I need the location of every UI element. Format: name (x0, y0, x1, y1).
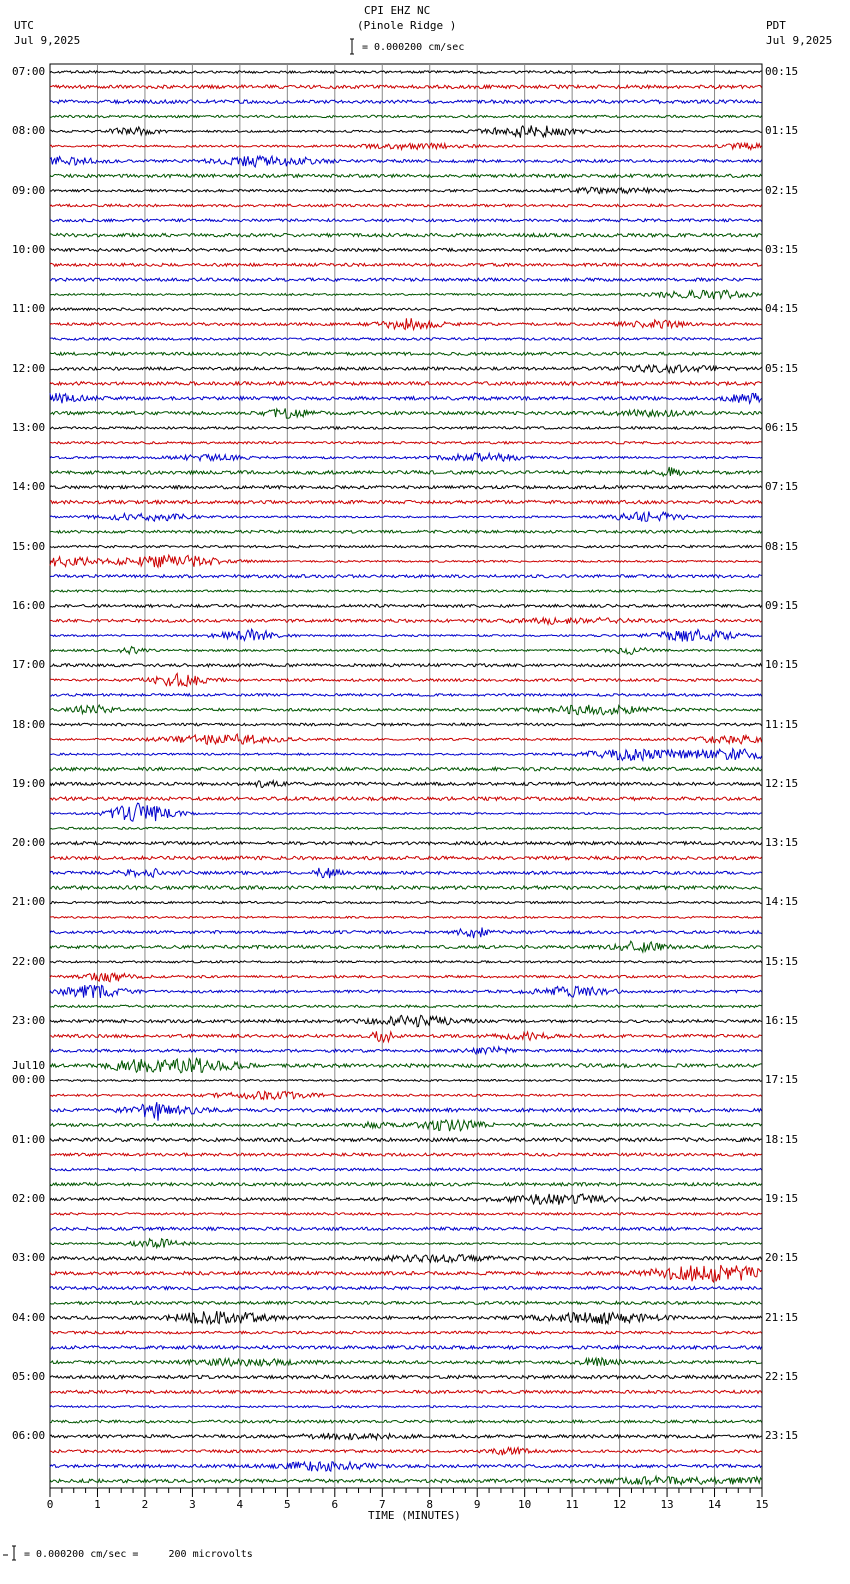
footer-scale-text: = 0.000200 cm/sec = 200 microvolts (24, 1549, 253, 1560)
seismic-trace (50, 1331, 762, 1334)
utc-hour-label: 14:00 (12, 480, 46, 494)
pdt-hour-label: 09:15 (765, 598, 799, 612)
seismic-trace (50, 1213, 762, 1215)
seismic-trace (50, 365, 762, 373)
seismic-trace (50, 1287, 762, 1290)
seismic-trace (50, 1433, 762, 1440)
pdt-hour-label: 05:15 (765, 361, 799, 375)
x-tick-label: 13 (660, 1498, 674, 1511)
utc-hour-label: 04:00 (12, 1310, 46, 1324)
seismic-traces (50, 71, 762, 1485)
pdt-hour-label: 12:15 (765, 776, 799, 790)
seismic-trace (50, 961, 762, 963)
seismic-trace (50, 1265, 762, 1282)
seismic-trace (50, 248, 762, 251)
seismic-trace (50, 901, 762, 903)
utc-hour-label: 06:00 (12, 1429, 46, 1443)
seismic-trace (50, 500, 762, 504)
seismic-trace (50, 467, 762, 476)
seismic-trace (50, 263, 762, 266)
seismic-trace (50, 1227, 762, 1230)
seismic-trace (50, 427, 762, 430)
utc-hour-label: 09:00 (12, 183, 46, 197)
pdt-hour-label: 14:15 (765, 895, 799, 909)
seismic-trace (50, 618, 762, 625)
seismic-trace (50, 797, 762, 801)
x-tick-label: 0 (46, 1498, 54, 1511)
seismic-trace (50, 1346, 762, 1349)
utc-hour-label: 03:00 (12, 1251, 46, 1265)
seismic-trace (50, 928, 762, 939)
pdt-hour-label: 17:15 (765, 1073, 799, 1087)
x-tick-label: 3 (189, 1498, 196, 1511)
pdt-hour-label: 04:15 (765, 302, 799, 316)
utc-hour-label: 02:00 (12, 1192, 46, 1206)
seismic-trace (50, 290, 762, 299)
seismic-trace (50, 85, 762, 89)
seismic-trace (50, 575, 762, 578)
seismic-trace (50, 734, 762, 744)
seismic-trace (50, 1091, 762, 1099)
seismic-trace (50, 973, 762, 982)
x-tick-label: 10 (518, 1498, 532, 1511)
seismic-trace (50, 382, 762, 386)
pdt-hour-label: 16:15 (765, 1014, 799, 1028)
x-axis-label: TIME (MINUTES) (368, 1509, 461, 1522)
utc-hour-label: 05:00 (12, 1370, 46, 1384)
pdt-hour-label: 20:15 (765, 1251, 799, 1265)
seismic-trace (50, 868, 762, 878)
seismic-trace (50, 1420, 762, 1423)
seismic-trace (50, 1120, 762, 1131)
seismic-trace (50, 856, 762, 859)
seismic-trace (50, 393, 762, 403)
seismic-trace (50, 1476, 762, 1484)
x-tick-label: 4 (236, 1498, 244, 1511)
seismic-trace (50, 545, 762, 547)
seismic-trace (50, 71, 762, 74)
pdt-hour-label: 02:15 (765, 183, 799, 197)
seismic-trace (50, 647, 762, 655)
pdt-hour-label: 01:15 (765, 124, 799, 138)
left-timezone: UTC (14, 19, 34, 32)
utc-hour-label: 15:00 (12, 539, 46, 553)
pdt-hour-label: 22:15 (765, 1370, 799, 1384)
x-tick-label: 15 (755, 1498, 769, 1511)
utc-hour-label: 21:00 (12, 895, 46, 909)
seismic-trace (50, 827, 762, 829)
utc-hour-label: 20:00 (12, 836, 46, 850)
utc-hour-label: 18:00 (12, 717, 46, 731)
pdt-hour-label: 15:15 (765, 954, 799, 968)
utc-hour-label: 07:00 (12, 65, 46, 78)
seismic-trace (50, 486, 762, 489)
utc-hour-label: 17:00 (12, 658, 46, 672)
seismic-trace (50, 1301, 762, 1304)
utc-hour-label: 12:00 (12, 361, 46, 375)
utc-hour-label: 11:00 (12, 302, 46, 316)
seismic-trace (50, 204, 762, 207)
x-tick-label: 11 (565, 1498, 579, 1511)
seismic-trace (50, 187, 762, 193)
seismic-trace (50, 1058, 762, 1073)
x-tick-label: 9 (473, 1498, 481, 1511)
pdt-hour-label: 03:15 (765, 242, 799, 256)
utc-hour-label: 08:00 (12, 124, 46, 138)
pdt-hour-label: 06:15 (765, 420, 799, 434)
pdt-hour-label: 23:15 (765, 1429, 799, 1443)
seismic-trace (50, 705, 762, 715)
seismic-trace (50, 723, 762, 726)
seismic-trace (50, 1168, 762, 1171)
seismic-trace (50, 233, 762, 237)
right-date: Jul 9,2025 (766, 34, 833, 47)
seismic-trace (50, 1153, 762, 1156)
x-tick-label: 12 (612, 1498, 627, 1511)
seismic-trace (50, 126, 762, 138)
seismic-trace (50, 1031, 762, 1042)
station-location: (Pinole Ridge ) (357, 19, 457, 32)
x-tick-label: 8 (426, 1498, 434, 1511)
seismic-trace (50, 278, 762, 281)
left-date: Jul 9,2025 (14, 34, 81, 47)
seismic-trace (50, 1406, 762, 1408)
seismic-trace (50, 442, 762, 444)
seismic-trace (50, 1047, 762, 1054)
seismic-trace (50, 1015, 762, 1026)
pdt-hour-label: 08:15 (765, 539, 799, 553)
seismic-trace (50, 338, 762, 341)
station-title: CPI EHZ NC (364, 4, 431, 17)
x-tick-label: 14 (707, 1498, 722, 1511)
x-tick-label: 7 (378, 1498, 386, 1511)
x-tick-label: 2 (141, 1498, 149, 1511)
seismic-trace (50, 352, 762, 355)
seismic-trace (50, 1239, 762, 1248)
seismic-trace (50, 1311, 762, 1324)
seismic-trace (50, 1448, 762, 1456)
seismic-trace (50, 219, 762, 222)
seismic-trace (50, 408, 762, 418)
pdt-hour-label: 13:15 (765, 836, 799, 850)
seismic-trace (50, 143, 762, 150)
seismic-trace (50, 512, 762, 522)
utc-hour-label: 23:00 (12, 1014, 46, 1028)
seismic-trace (50, 694, 762, 697)
utc-hour-label: 16:00 (12, 598, 46, 612)
seismic-trace (50, 1005, 762, 1007)
seismic-trace (50, 100, 762, 104)
seismic-trace (50, 886, 762, 890)
seismic-trace (50, 115, 762, 117)
date-change-label: Jul10 (12, 1059, 46, 1073)
seismic-trace (50, 941, 762, 952)
seismic-trace (50, 1358, 762, 1366)
seismic-trace (50, 781, 762, 788)
x-tick-label: 1 (94, 1498, 101, 1511)
seismic-trace (50, 1102, 762, 1121)
seismic-trace (50, 842, 762, 845)
seismic-trace (50, 1138, 762, 1142)
seismic-trace (50, 803, 762, 821)
utc-hour-label: 01:00 (12, 1132, 46, 1146)
seismic-trace (50, 629, 762, 641)
seismic-trace (50, 318, 762, 329)
pdt-hour-label: 00:15 (765, 65, 799, 78)
seismic-trace (50, 916, 762, 918)
seismic-trace (50, 1194, 762, 1205)
seismic-trace (50, 555, 762, 567)
utc-hour-label: 13:00 (12, 420, 46, 434)
seismic-trace (50, 530, 762, 533)
pdt-hour-label: 11:15 (765, 717, 799, 731)
seismic-trace (50, 1375, 762, 1378)
seismic-trace (50, 1462, 762, 1472)
seismic-trace (50, 1183, 762, 1186)
seismic-trace (50, 1080, 762, 1082)
seismic-trace (50, 767, 762, 770)
seismic-trace (50, 174, 762, 177)
utc-hour-label: 22:00 (12, 954, 46, 968)
x-axis (47, 1488, 769, 1511)
header-scale-text: = 0.000200 cm/sec (362, 42, 465, 53)
pdt-hour-label: 19:15 (765, 1192, 799, 1206)
seismic-trace (50, 664, 762, 667)
utc-hour-label: 10:00 (12, 242, 46, 256)
x-tick-label: 5 (284, 1498, 291, 1511)
seismic-trace (50, 749, 762, 761)
seismic-trace (50, 674, 762, 687)
seismic-trace (50, 308, 762, 311)
right-timezone: PDT (766, 19, 786, 32)
pdt-hour-label: 18:15 (765, 1132, 799, 1146)
seismic-trace (50, 453, 762, 461)
x-tick-label: 6 (331, 1498, 339, 1511)
pdt-hour-label: 10:15 (765, 658, 799, 672)
pdt-hour-label: 07:15 (765, 480, 799, 494)
seismic-trace (50, 156, 762, 167)
seismic-trace (50, 1390, 762, 1393)
pdt-hour-label: 21:15 (765, 1310, 799, 1324)
seismic-trace (50, 985, 762, 998)
seismic-trace (50, 604, 762, 607)
utc-hour-label: 19:00 (12, 776, 46, 790)
seismic-trace (50, 590, 762, 592)
utc-hour-label: 00:00 (12, 1073, 46, 1087)
seismic-trace (50, 1255, 762, 1263)
